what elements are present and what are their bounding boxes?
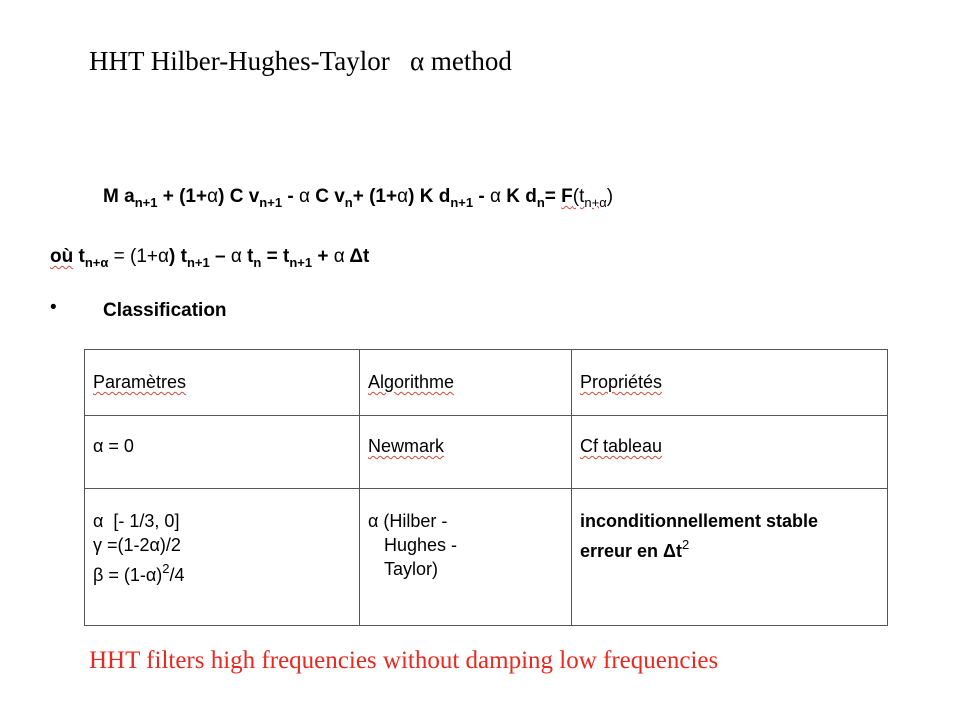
header-algorithme: Algorithme [360, 350, 572, 416]
header-proprietes: Propriétés [572, 350, 888, 416]
bullet-point: • [50, 297, 57, 318]
classification-heading: Classification [103, 300, 227, 321]
header-parametres: Paramètres [85, 350, 360, 416]
slide-title: HHT Hilber-Hughes-Taylor α method [89, 46, 512, 76]
cell-param-alpha-zero: α = 0 [85, 416, 360, 489]
cell-param-hht: α [- 1/3, 0] γ =(1-2α)/2 $\beta = (1-\alpha)^2/4$ [85, 489, 360, 626]
table-row [85, 416, 888, 489]
table-header-row [85, 350, 888, 416]
cell-algo-newmark: Newmark [360, 416, 572, 489]
table-row [85, 489, 888, 626]
hht-equation: M $a_{n+1} + (1+\alpha)$ C $v_{n+1}$ - α C $v_n+ (1+\alpha)$ K $d_{n+1}$ - α K $d_n= F(t_{n+\alpha})$ [103, 186, 614, 210]
cell-prop-hht: inconditionnellement stable erreur en $\Delta t^2$ [572, 489, 888, 626]
footer-note: HHT filters high frequencies without damping low frequencies [89, 647, 719, 674]
time-definition-equation: où $t_{n+\alpha} = (1+\alpha)$ $t_{n+1}$ – α $t_n = t_{n+1} + \alpha$ Δt [50, 246, 370, 270]
classification-table [84, 349, 888, 626]
cell-prop-cf-tableau: Cf tableau [572, 416, 888, 489]
cell-algo-hht: α (Hilber - Hughes - Taylor) [360, 489, 572, 626]
